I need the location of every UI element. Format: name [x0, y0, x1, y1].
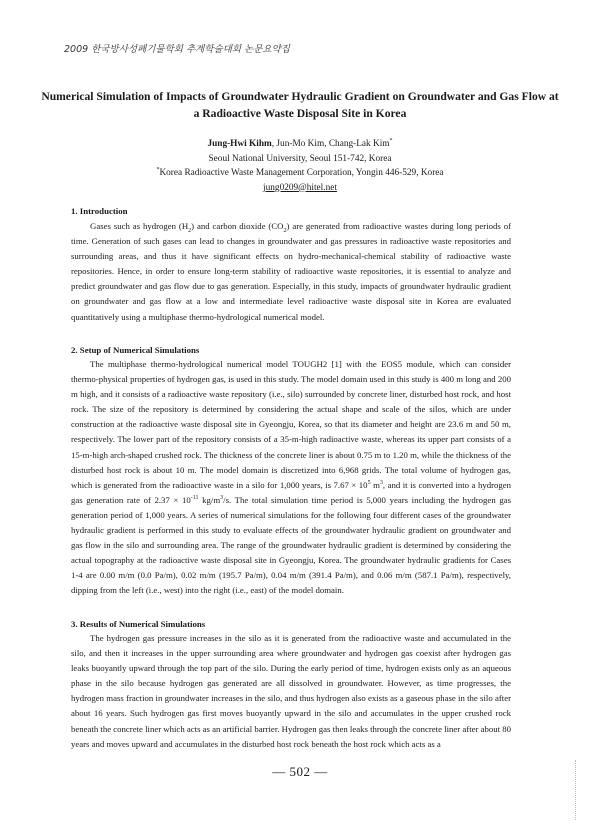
author-line: [0, 137, 600, 152]
intro-sub-2: 2: [283, 227, 287, 234]
scan-edge-mark: [575, 760, 582, 820]
lead-author: Jung-Hwi Kihm: [207, 139, 272, 149]
setup-paragraph: [71, 357, 511, 599]
setup-sup-2: 3: [379, 479, 383, 486]
coauthors: , Jun-Mo Kim, Chang-Lak Kim: [271, 139, 390, 149]
section-heading-setup: 2. Setup of Numerical Simulations: [71, 345, 200, 355]
setup-text-5: /s. The total simulation time period is 5,000 years including the hydrogen gas generation period of 1,000 years. A series of numerical simulations for the following four different cases of the groundwater hydraulic gradient is performed in this study to evaluate effects of the groundwater hydraulic gradient on groundwater and gas flow in the silo and surrounding area. The range of the groundwater hydraulic gradient is determined by considering the actual topography at the radioactive waste disposal site in Gyeongju, Korea. The groundwater hydraulic gradients for Cases 1-4 are 0.00 m/m (0.0 Pa/m), 0.02 m/m (195.7 Pa/m), 0.04 m/m (391.4 Pa/m), and 0.06 m/m (587.1 Pa/m), respectively, dipping from the left (i.e., west) into the right (i.e., east) of the model domain.: [71, 494, 511, 596]
section-heading-introduction: 1. Introduction: [71, 206, 128, 216]
affiliation-2-mark: *: [156, 166, 160, 173]
paper-title: Numerical Simulation of Impacts of Groundwater Hydraulic Gradient on Groundwater and Gas Flow at a Radioactive Waste Disposal Site in Korea: [41, 90, 559, 120]
author-block: [0, 137, 600, 195]
intro-text-1: Gases such as hydrogen (H: [90, 221, 189, 231]
setup-sup-3: -11: [190, 494, 199, 501]
affiliation-2-line: [0, 166, 600, 181]
setup-text-2: m: [370, 479, 380, 490]
setup-text-3: , and it is converted into a hydrogen gas generation rate of 2.37 × 10: [71, 479, 512, 505]
affiliation-1: Seoul National University, Seoul 151-742, Korea: [208, 153, 392, 164]
setup-text-1: The multiphase thermo-hydrological numerical model TOUGH2 [1] with the EOS5 module, which can consider thermo-physical properties of hydrogen gas, is used in this study. The model domain used in this study is 400 m long and 200 m high, and it consists of a radioactive waste repository (i.e., silo) surrounded by concrete liner, disturbed host rock, and host rock. The size of the repository is determined by considering the actual shape and scale of the silos, which are under construction at the radioactive waste disposal site in Gyeongju, Korea, so that its diameter and height are 23.6 m and 50 m, respectively. The lower part of the repository consists of a 35-m-high radioactive waste, whereas its upper part consists of a 15-m-high arch-shaped crushed rock. The thickness of the concrete liner is about 0.75 m to 1.20 m, while the thickness of the disturbed host rock is about 10 m. The model domain is discretized into 6,968 grids. The total volume of hydrogen gas, which is generated from the radioactive waste in a silo for 1,000 years, is 7.67 × 10: [71, 359, 511, 490]
conference-header: 2009 한국방사성폐기물학회 추계학술대회 논문요약집: [64, 44, 290, 55]
setup-sup-4: 3: [220, 494, 224, 501]
setup-sup-1: 5: [367, 479, 371, 486]
introduction-paragraph: [71, 219, 511, 325]
section-heading-results: 3. Results of Numerical Simulations: [71, 619, 206, 629]
affiliation-2: Korea Radioactive Waste Management Corporation, Yongin 446-529, Korea: [159, 168, 444, 178]
coauthor-mark: *: [389, 137, 393, 144]
setup-text-4: kg/m: [198, 494, 221, 505]
author-email[interactable]: jung0209@hitel.net: [263, 182, 337, 193]
intro-sub-1: 2: [188, 227, 192, 234]
results-paragraph: The hydrogen gas pressure increases in the silo as it is generated from the radioactive waste and accumulated in the silo, and then it increases in the upper surrounding area where groundwater and hydrogen gas coexist after hydrogen gas leaks buoyantly upward through the top part of the silo. During the early period of time, hydrogen exists only as an aqueous phase in the silo because hydrogen gas generated are all dissolved in groundwater. However, as time progresses, the hydrogen mass fraction in groundwater increases in the silo, and thus hydrogen also exists as a gaseous phase in the silo after about 16 years. Such hydrogen gas first moves buoyantly upward in the silo and accumulates in the upper crushed rock beneath the concrete liner which acts as an artificial barrier. Hydrogen gas then leaks through the concrete liner after about 80 years and moves upward and accumulates in the disturbed host rock beneath the host rock which acts as a: [71, 633, 511, 749]
intro-text-3: ) are generated from radioactive wastes during long periods of time. Generation of such gases can lead to changes in groundwater and gas pressures in radioactive waste repositories and surrounding areas, and thus it have significant effects on hydro-mechanical-chemical stability of radioactive waste repositories. Hence, in order to ensure long-term stability of radioactive waste repositories, it is essential to analyze and predict groundwater and gas flow due to gas generation. Especially, in this study, impacts of groundwater hydraulic gradient on groundwater and gas flow at a low and intermediate level radioactive waste disposal site in Korea are evaluated quantitatively using a multiphase thermo-hydrological numerical model.: [71, 221, 511, 322]
page-number: — 502 —: [272, 764, 328, 779]
intro-text-2: ) and carbon dioxide (CO: [191, 221, 284, 231]
